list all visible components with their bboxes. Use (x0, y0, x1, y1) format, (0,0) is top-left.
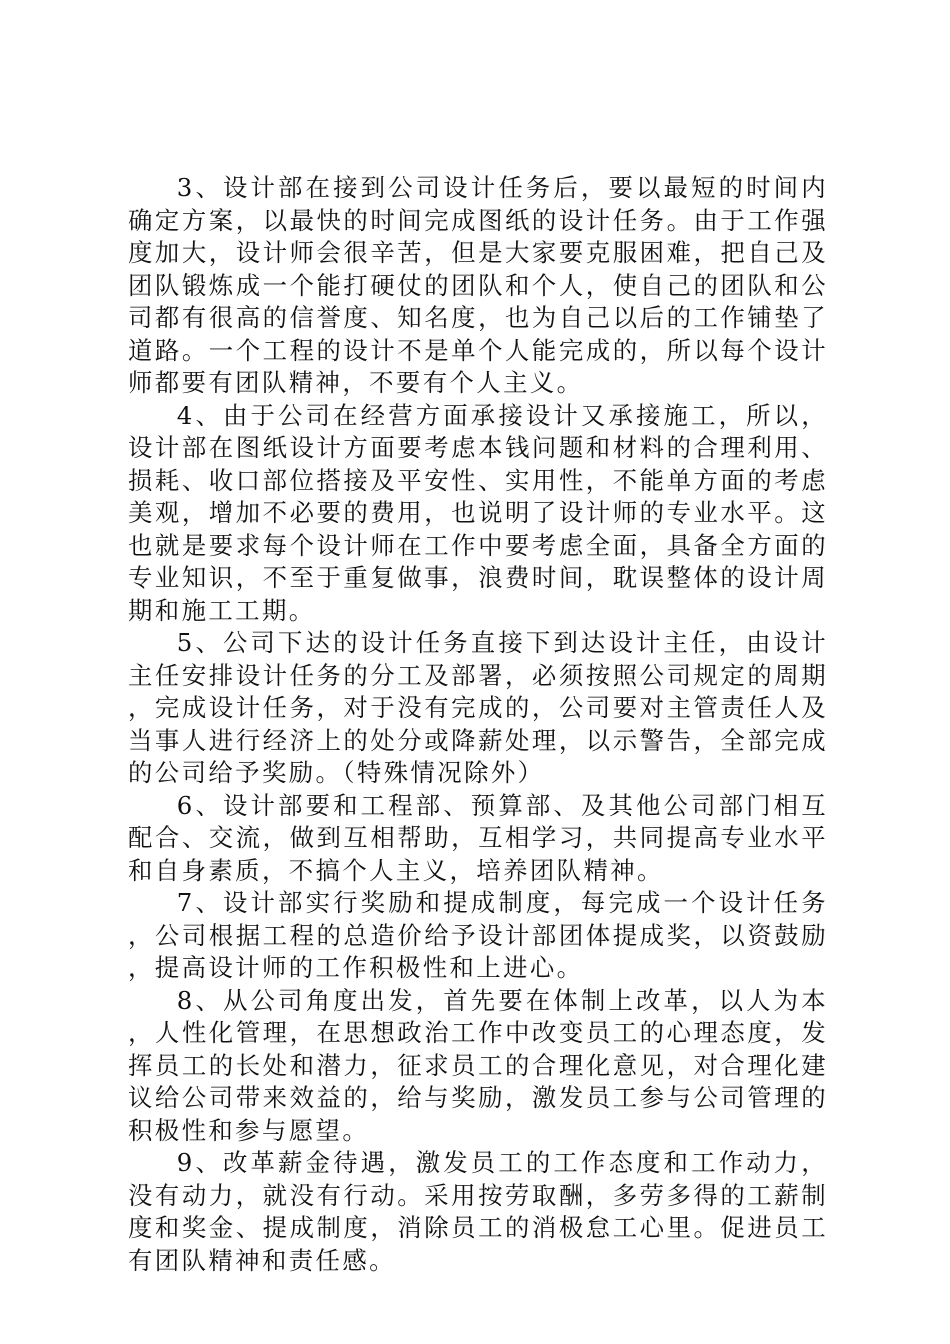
paragraph-4: 4、由于公司在经营方面承接设计又承接施工，所以，设计部在图纸设计方面要考虑本钱问题和材料的合理利用、损耗、收口部位搭接及平安性、实用性，不能单方面的考虑美观，增加不必要的费用，也说明了设计师的专业水平。这也就是要求每个设计师在工作中要考虑全面，具备全方面的专业知识，不至于重复做事，浪费时间，耽误整体的设计周期和施工工期。 (128, 400, 828, 625)
document-body (128, 172, 828, 1277)
paragraph-3: 3、设计部在接到公司设计任务后，要以最短的时间内确定方案，以最快的时间完成图纸的设计任务。由于工作强度加大，设计师会很辛苦，但是大家要克服困难，把自己及团队锻炼成一个能打硬仗的团队和个人，使自己的团队和公司都有很高的信誉度、知名度，也为自己以后的工作铺垫了道路。一个工程的设计不是单个人能完成的，所以每个设计师都要有团队精神，不要有个人主义。 (128, 173, 828, 397)
paragraph-8: 8、从公司角度出发，首先要在体制上改革，以人为本，人性化管理，在思想政治工作中改变员工的心理态度，发挥员工的长处和潜力，征求员工的合理化意见，对合理化建议给公司带来效益的，给与奖励，激发员工参与公司管理的积极性和参与愿望。 (128, 985, 828, 1145)
paragraph-6: 6、设计部要和工程部、预算部、及其他公司部门相互配合、交流，做到互相帮助，互相学习，共同提高专业水平和自身素质，不搞个人主义，培养团队精神。 (128, 790, 828, 885)
paragraph-5: 5、公司下达的设计任务直接下到达设计主任，由设计主任安排设计任务的分工及部署，必须按照公司规定的周期，完成设计任务，对于没有完成的，公司要对主管责任人及当事人进行经济上的处分或降薪处理，以示警告，全部完成的公司给予奖励。（特殊情况除外） (128, 628, 828, 787)
paragraph-7: 7、设计部实行奖励和提成制度，每完成一个设计任务，公司根据工程的总造价给予设计部团体提成奖，以资鼓励，提高设计师的工作积极性和上进心。 (128, 888, 828, 982)
paragraph-9: 9、改革薪金待遇，激发员工的工作态度和工作动力，没有动力，就没有行动。采用按劳取酬，多劳多得的工薪制度和奖金、提成制度，消除员工的消极怠工心里。促进员工有团队精神和责任感。 (128, 1148, 828, 1275)
